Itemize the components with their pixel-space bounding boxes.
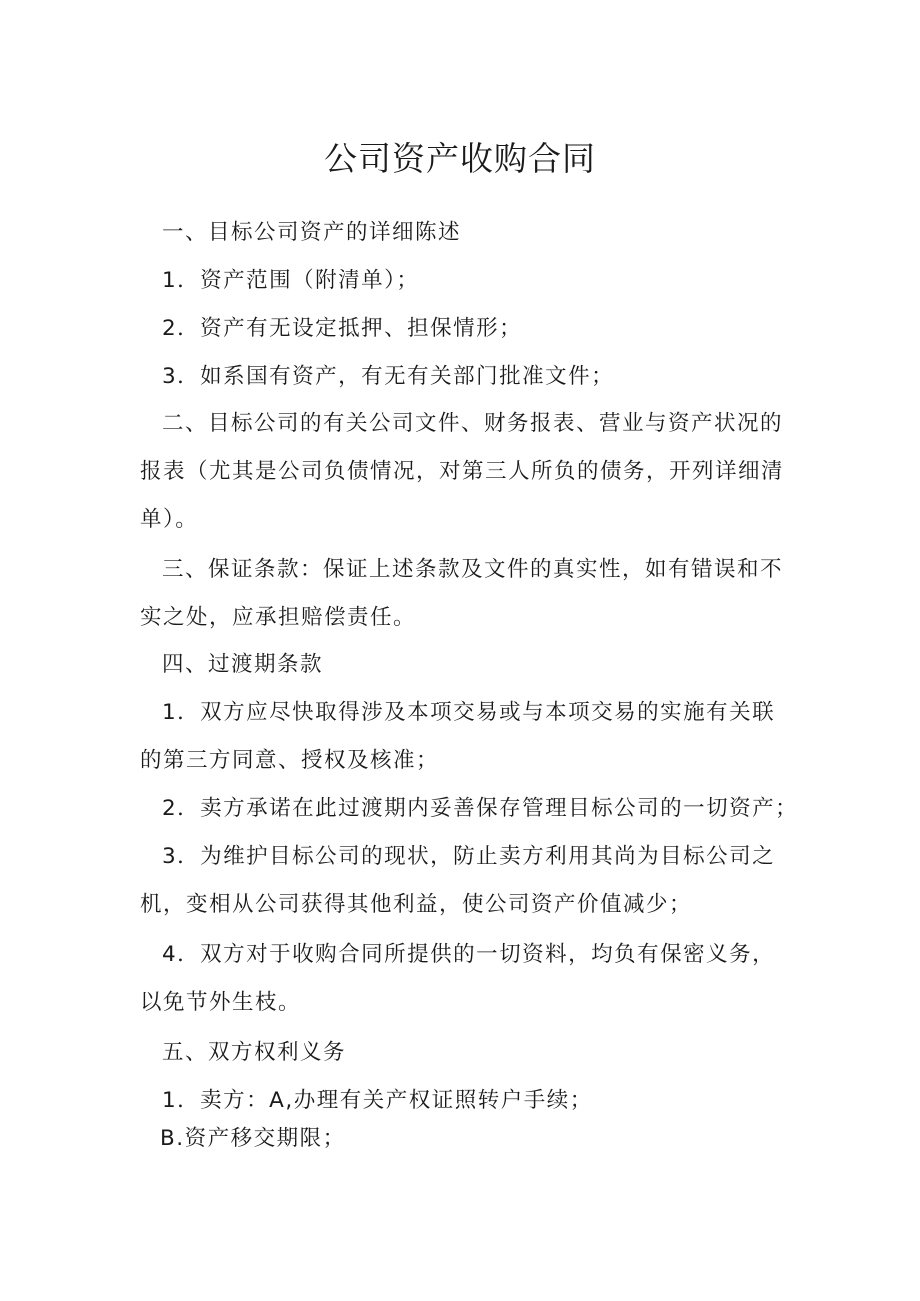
section-4-item-2: 2．卖方承诺在此过渡期内妥善保存管理目标公司的一切资产； bbox=[162, 796, 799, 821]
section-4-item-3-line-2: 机，变相从公司获得其他利益，使公司资产价值减少； bbox=[140, 892, 693, 917]
section-5-item-1: 1．卖方：A,办理有关产权证照转户手续； bbox=[162, 1088, 593, 1113]
section-3-line-2: 实之处，应承担赔偿责任。 bbox=[140, 605, 417, 630]
section-4-item-4-line-1: 4．双方对于收购合同所提供的一切资料，均负有保密义务， bbox=[162, 942, 776, 967]
section-1-item-3: 3．如系国有资产，有无有关部门批准文件； bbox=[162, 364, 615, 389]
section-5-item-1-b: B.资产移交期限； bbox=[160, 1126, 346, 1151]
section-1-heading: 一、目标公司资产的详细陈述 bbox=[162, 220, 462, 245]
section-1-item-2: 2．资产有无设定抵押、担保情形； bbox=[162, 316, 523, 341]
section-2-line-1: 二、目标公司的有关公司文件、财务报表、营业与资产状况的 bbox=[162, 411, 784, 436]
section-4-item-1-line-1: 1．双方应尽快取得涉及本项交易或与本项交易的实施有关联 bbox=[162, 700, 776, 725]
document-title: 公司资产收购合同 bbox=[324, 139, 596, 178]
section-2-line-3: 单）。 bbox=[140, 507, 199, 532]
section-4-item-3-line-1: 3．为维护目标公司的现状，防止卖方利用其尚为目标公司之 bbox=[162, 844, 776, 869]
section-3-line-1: 三、保证条款：保证上述条款及文件的真实性，如有错误和不 bbox=[162, 557, 784, 582]
section-4-item-1-line-2: 的第三方同意、授权及核准； bbox=[140, 748, 440, 773]
section-1-item-1: 1．资产范围（附清单）； bbox=[162, 268, 420, 293]
section-5-heading: 五、双方权利义务 bbox=[162, 1040, 347, 1065]
section-2-line-2: 报表（尤其是公司负债情况，对第三人所负的债务，开列详细清 bbox=[140, 459, 785, 484]
section-4-item-4-line-2: 以免节外生枝。 bbox=[140, 990, 302, 1015]
section-4-heading: 四、过渡期条款 bbox=[162, 652, 324, 677]
